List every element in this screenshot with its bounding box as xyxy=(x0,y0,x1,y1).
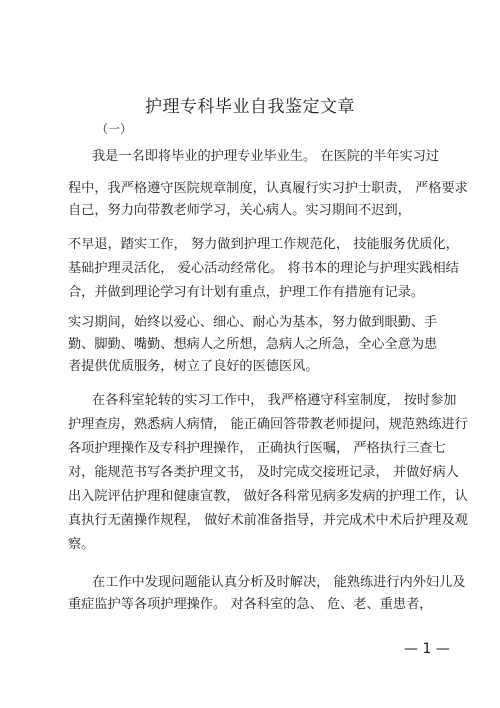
body-line: 各项护理操作及专科护理操作， 正确执行医嘱， 严格执行三查七 xyxy=(68,441,446,456)
body-line: 重症监护等各项护理操作。 对各科室的急、 危、老、重患者， xyxy=(68,597,433,612)
body-line: 在工作中发现问题能认真分析及时解决， 能熟练进行内外妇儿及 xyxy=(92,575,466,590)
body-line: 勤、脚勤、嘴勤、想病人之所想，急病人之所急，全心全意为患 xyxy=(68,337,438,352)
body-line: 出入院评估护理和健康宣教， 做好各科常见病多发病的护理工作，认 xyxy=(68,489,468,504)
body-line: 合，并做到理论学习有计划有重点，护理工作有措施有记录。 xyxy=(68,285,425,300)
body-line: 基础护理灵活化， 爱心活动经常化。 将书本的理论与护理实践相结 xyxy=(68,261,459,276)
body-line: 真执行无菌操作规程， 做好术前准备指导，并完成术中术后护理及观 xyxy=(68,513,468,528)
body-line: 程中，我严格遵守医院规章制度，认真履行实习护士职责， 严格要求 xyxy=(68,181,468,196)
document-title: 护理专科毕业自我鉴定文章 xyxy=(145,97,355,117)
body-line: 对，能规范书写各类护理文书， 及时完成交接班记录， 并做好病人 xyxy=(68,465,459,480)
body-line: 者提供优质服务，树立了良好的医德医风。 xyxy=(68,359,319,374)
body-line: 不早退，踏实工作， 努力做到护理工作规范化， 技能服务优质化， xyxy=(68,237,459,252)
section-marker: （一） xyxy=(96,122,133,136)
body-line: 护理查房，熟悉病人病情， 能正确回答带教老师提问，规范熟练进行 xyxy=(68,417,468,432)
page-number: — 1 — xyxy=(404,641,450,657)
body-line: 察。 xyxy=(68,537,95,552)
body-line: 实习期间，始终以爱心、细心、耐心为基本，努力做到眼勤、手 xyxy=(68,315,438,330)
body-line: 自己，努力向带教老师学习，关心病人。实习期间不迟到， xyxy=(68,203,411,218)
body-line: 我是一名即将毕业的护理专业毕业生。 在医院的半年实习过 xyxy=(92,149,440,164)
body-line: 在各科室轮转的实习工作中， 我严格遵守科室制度， 按时参加 xyxy=(92,393,457,408)
